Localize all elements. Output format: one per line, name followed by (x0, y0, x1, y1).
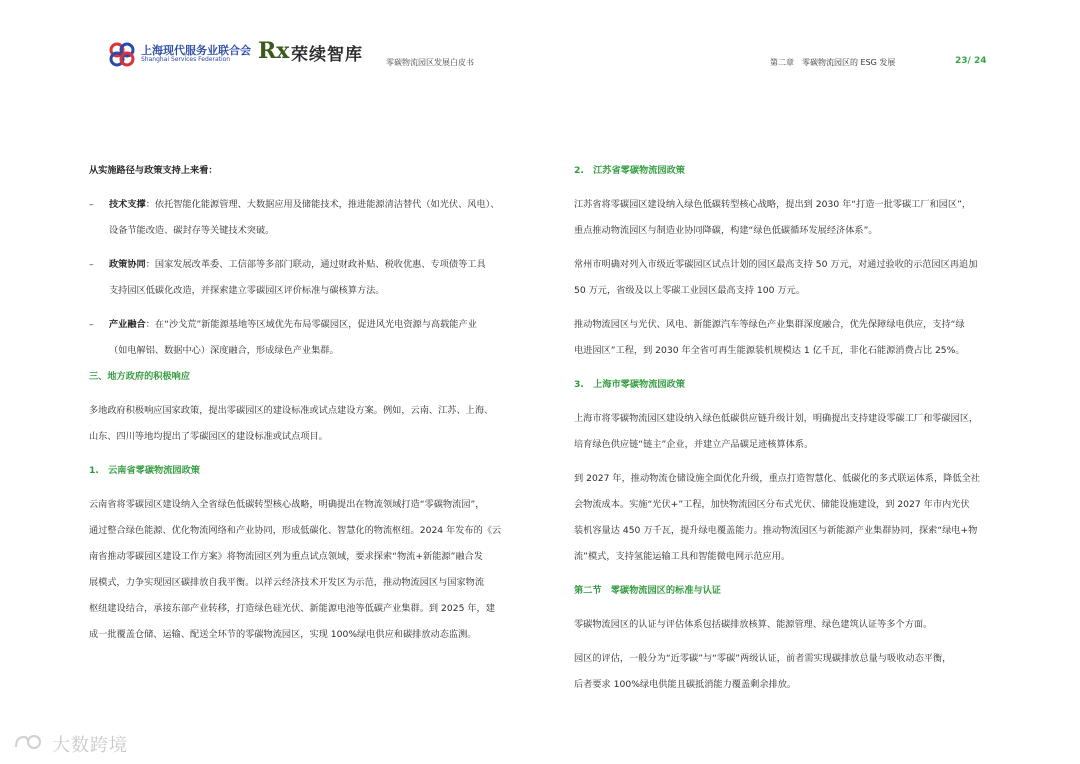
bullet-text-cont: 支持园区低碳化改造，并探索建立零碳园区评价标准与碳核算方法。 (109, 285, 385, 296)
paragraph-line: 后者要求 100%绿电供能且碳抵消能力覆盖剩余排放。 (574, 679, 797, 690)
paragraph-line: 南省推动零碳园区建设工作方案》将物流园区列为重点试点领域，要求探索“物流+新能源”融合发 (89, 551, 483, 562)
watermark-logo-icon (12, 733, 48, 751)
watermark-text: 大数跨境 (52, 735, 128, 756)
paragraph-line: 装机容量达 450 万千瓦，提升绿电覆盖能力。推动物流园区与新能源产业集群协同，探索“绿电+物 (574, 525, 978, 536)
bullet-text-cont: （如电解铝、数据中心）深度融合，形成绿色产业集群。 (109, 345, 339, 356)
intro-heading: 从实施路径与政策支持上来看： (89, 165, 218, 176)
bullet-text-cont: 设备节能改造、碳封存等关键技术突破。 (109, 225, 275, 236)
right-column (574, 158, 994, 698)
left-column (89, 158, 507, 648)
bullet-term: 政策协同 (109, 259, 146, 270)
heading-shanghai: 3. 上海市零碳物流园政策 (574, 379, 685, 390)
bullet-tech (89, 192, 507, 244)
paragraph-line: 推动物流园区与光伏、风电、新能源汽车等绿色产业集群深度融合，优先保障绿电供应，支持“绿 (574, 319, 965, 330)
paragraph-line: 成一批覆盖仓储、运输、配送全环节的零碳物流园区，实现 100%绿电供应和碳排放动态监测。 (89, 629, 477, 640)
page-number: 23/ 24 (955, 56, 987, 66)
bullet-term: 产业融合 (109, 319, 146, 330)
bullet-industry (89, 312, 507, 364)
paragraph-line: 重点推动物流园区与制造业协同降碳，构建“绿色低碳循环发展经济体系”。 (574, 225, 878, 236)
bullet-text: ：依托智能化能源管理、大数据应用及储能技术，推进能源清洁替代（如光伏、风电）、 (145, 199, 500, 210)
bullet-policy (89, 252, 507, 304)
paragraph-line: 云南省将零碳园区建设纳入全省绿色低碳转型核心战略，明确提出在物流领域打造“零碳物流园”， (89, 499, 485, 510)
heading-jiangsu: 2. 江苏省零碳物流园政策 (574, 165, 685, 176)
federation-logo-icon (108, 40, 136, 68)
paragraph-line: 会物流成本。实施“光伏+”工程，加快物流园区分布式光伏、储能设施建设，到 2027 年市内光伏 (574, 499, 970, 510)
federation-name-cn: 上海现代服务业联合会 (141, 44, 251, 57)
section-heading-local: 三、地方政府的积极响应 (89, 371, 191, 382)
bullet-dash: – (89, 199, 94, 210)
paragraph-line: 零碳物流园区的认证与评估体系包括碳排放核算、能源管理、绿色建筑认证等多个方面。 (574, 619, 933, 630)
paragraph-line: 流”模式，支持氢能运输工具和智能微电网示范应用。 (574, 551, 791, 562)
paragraph-line: 培育绿色供应链“链主”企业，并建立产品碳足迹核算体系。 (574, 439, 814, 450)
paragraph-line: 通过整合绿色能源、优化物流网络和产业协同，形成低碳化、智慧化的物流枢纽。2024 年发布的《云 (89, 525, 502, 536)
think-tank-name: 荣续智库 (291, 45, 363, 65)
paragraph-line: 50 万元，省级及以上零碳工业园区最高支持 100 万元。 (574, 285, 805, 296)
bullet-term: 技术支撑 (109, 199, 146, 210)
paragraph-line: 上海市将零碳物流园区建设纳入绿色低碳供应链升级计划，明确提出支持建设零碳工厂和零碳园区， (574, 413, 979, 424)
bullet-dash: – (89, 319, 94, 330)
bullet-text: ：国家发展改革委、工信部等多部门联动，通过财政补贴、税收优惠、专项债等工具 (145, 259, 486, 270)
paragraph-line: 常州市明确对列入市级近零碳园区试点计划的园区最高支持 50 万元，对通过验收的示范园区再追加 (574, 259, 978, 270)
bullet-text: ：在“沙戈荒”新能源基地等区域优先布局零碳园区，促进风光电资源与高载能产业 (145, 319, 477, 330)
heading-yunnan: 1. 云南省零碳物流园政策 (89, 465, 200, 476)
paragraph-line: 枢纽建设结合，承接东部产业转移，打造绿色硅光伏、新能源电池等低碳产业集群。到 2025 年，建 (89, 603, 495, 614)
bullet-dash: – (89, 259, 94, 270)
rx-logo: Rx (258, 38, 290, 64)
heading-section-2: 第二节 零碳物流园区的标准与认证 (574, 585, 721, 596)
paragraph-line: 山东、四川等地均提出了零碳园区的建设标准或试点项目。 (89, 431, 328, 442)
paragraph-line: 多地政府积极响应国家政策，提出零碳园区的建设标准或试点建设方案。例如，云南、江苏、上海、 (89, 405, 494, 416)
chapter-title: 第二章 零碳物流园区的 ESG 发展 (770, 58, 896, 67)
paragraph-line: 园区的评估，一般分为“近零碳”与“零碳”两级认证，前者需实现碳排放总量与吸收动态平衡， (574, 653, 952, 664)
federation-name-en: Shanghai Services Federation (141, 56, 231, 63)
paragraph-line: 展模式，力争实现园区碳排放自我平衡。以祥云经济技术开发区为示范，推动物流园区与国家物流 (89, 577, 485, 588)
paragraph-line: 电进园区”工程，到 2030 年全省可再生能源装机规模达 1 亿千瓦，非化石能源消费占比 25%。 (574, 345, 965, 356)
document-title: 零碳物流园区发展白皮书 (386, 58, 474, 67)
paragraph-line: 到 2027 年，推动物流仓储设施全面优化升级，重点打造智慧化、低碳化的多式联运体系，降低全社 (574, 473, 980, 484)
paragraph-line: 江苏省将零碳园区建设纳入绿色低碳转型核心战略，提出到 2030 年“打造一批零碳工厂和园区”， (574, 199, 972, 210)
